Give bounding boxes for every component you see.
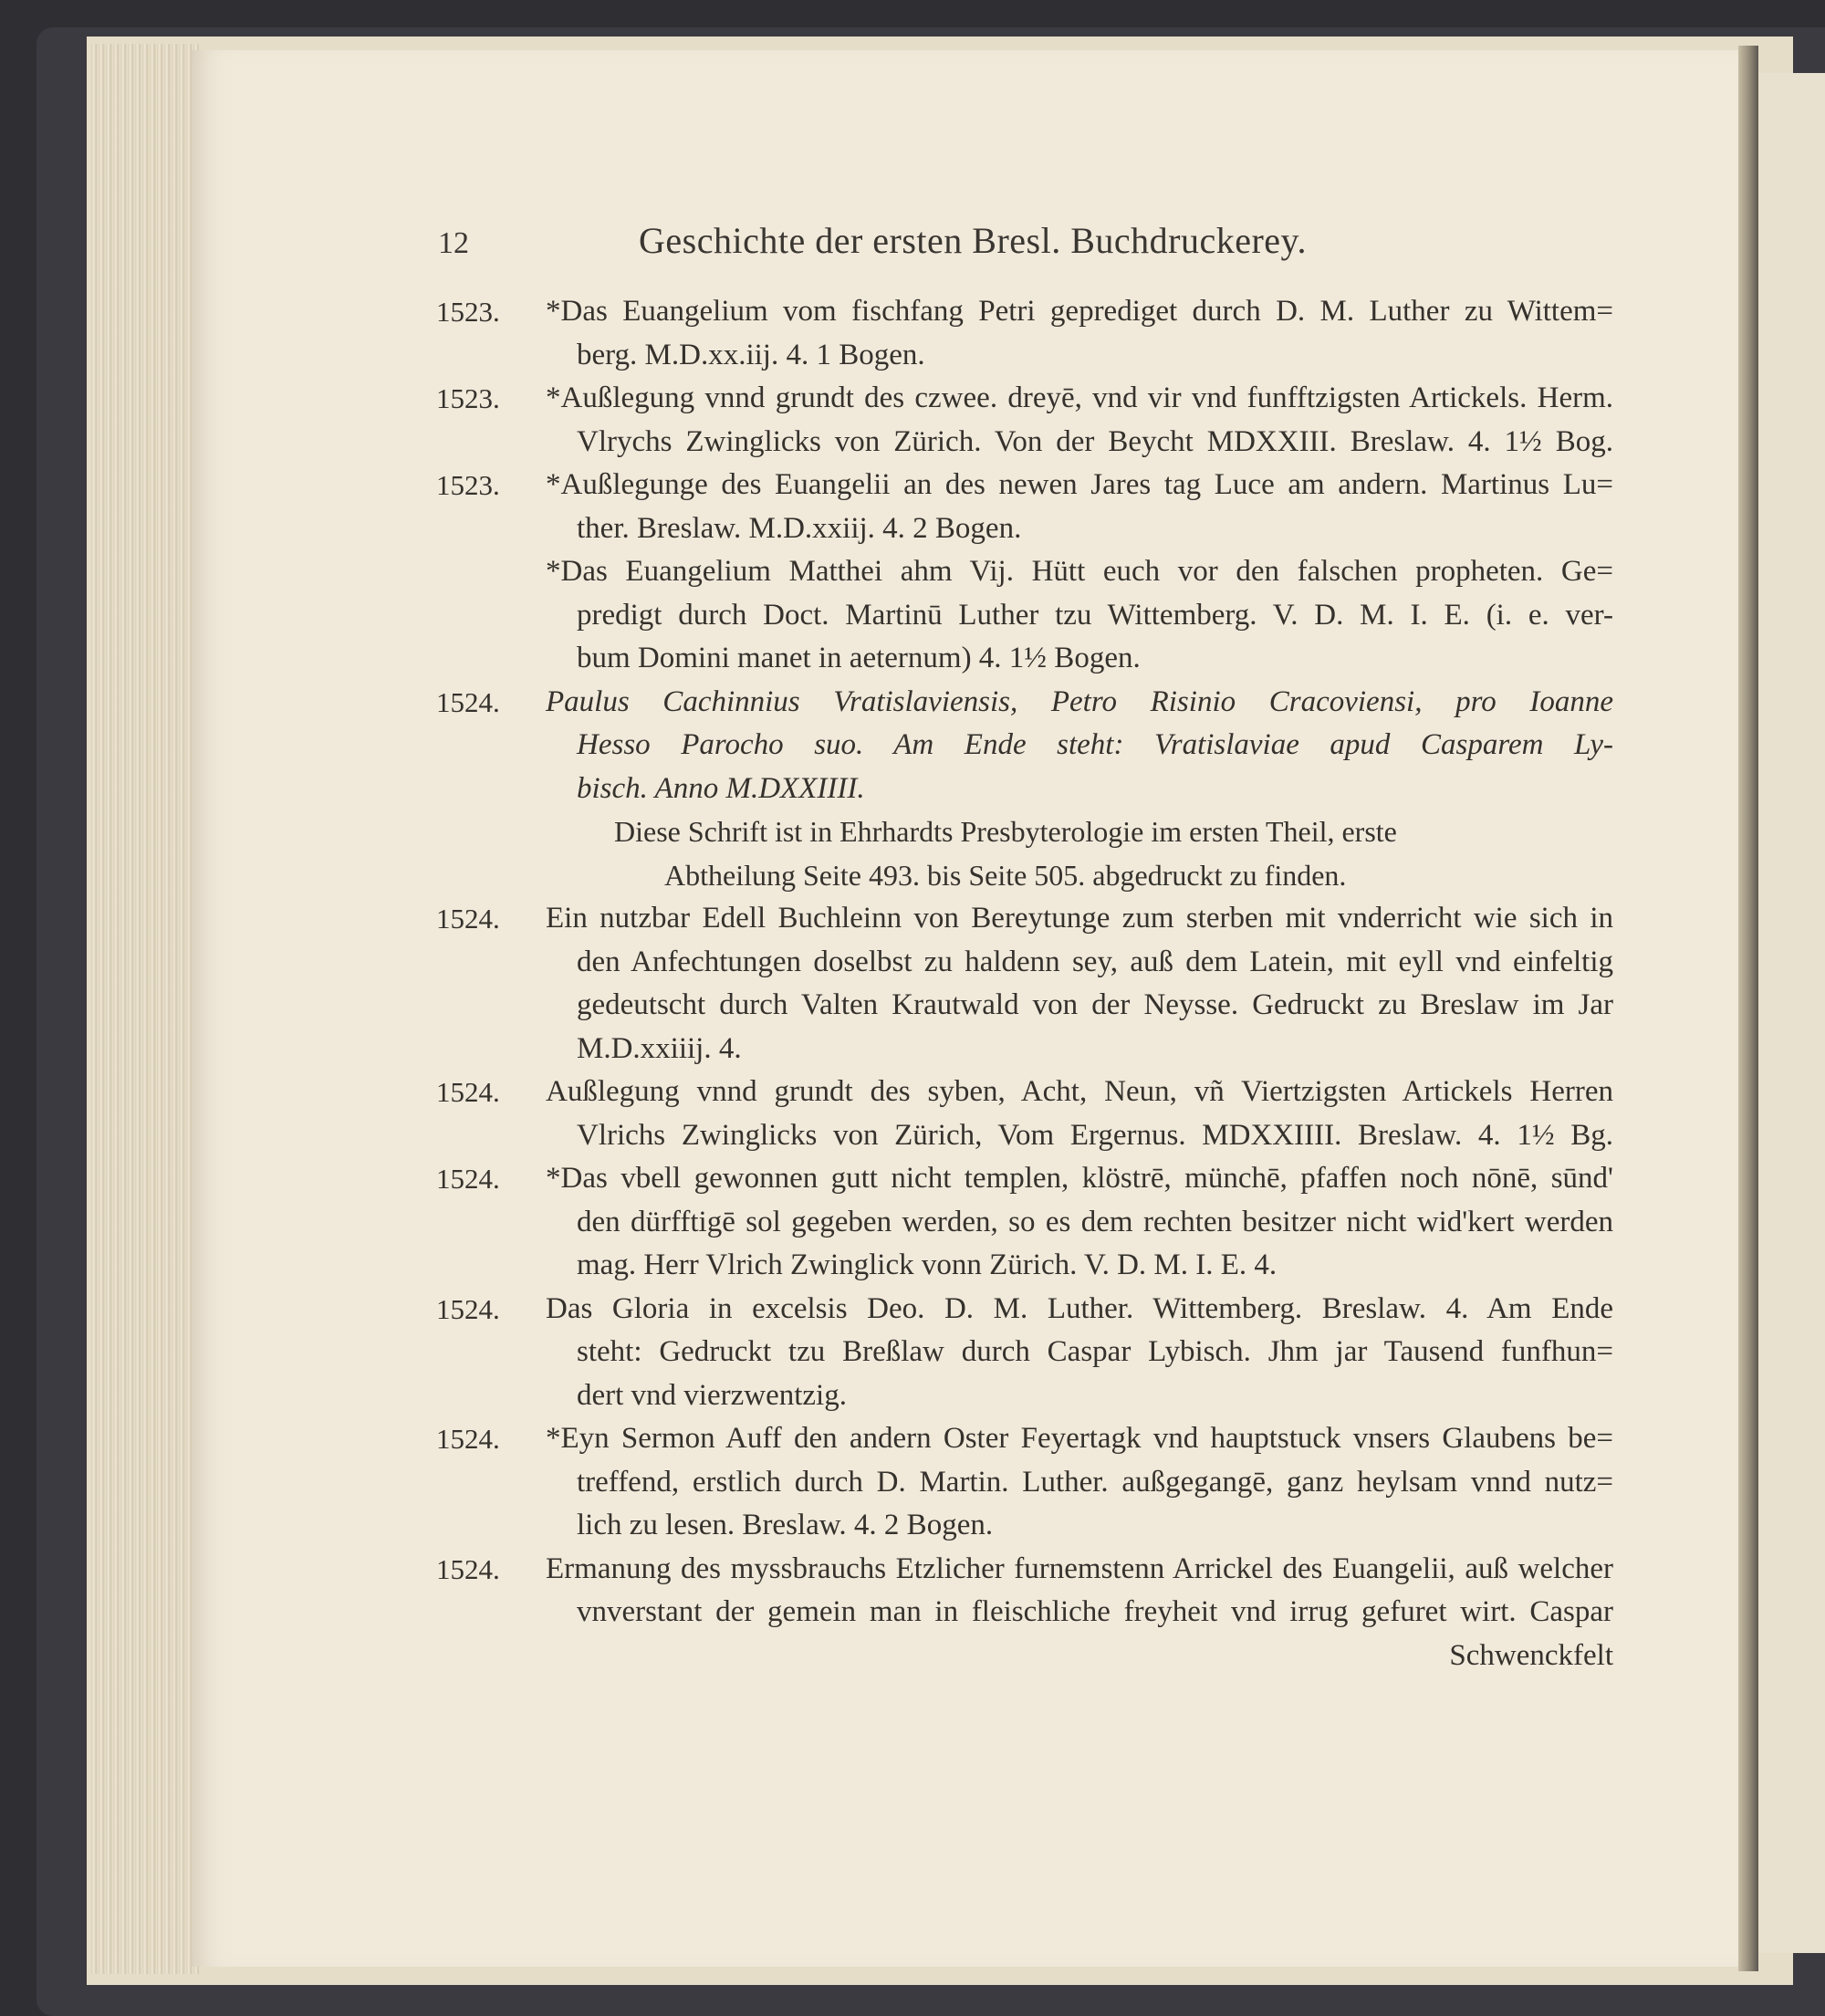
entry-line: Paulus Cachinnius Vratislaviensis, Petro Risinio Cracoviensi, pro Ioanne bbox=[546, 684, 1613, 718]
entry-line: Vlrichs Zwinglicks von Zürich, Vom Ergernus. MDXXIIII. Breslaw. 4. 1½ Bg. bbox=[577, 1118, 1613, 1152]
entry-line: predigt durch Doct. Martinū Luther tzu Wittemberg. V. D. M. I. E. (i. e. ver- bbox=[577, 598, 1613, 632]
entry-year: 1524. bbox=[436, 1076, 500, 1108]
entry-line: vnverstant der gemein man in fleischliche freyheit vnd irrug gefuret wirt. Caspar bbox=[577, 1595, 1613, 1628]
book-gutter bbox=[1738, 46, 1758, 1971]
entry-year: 1523. bbox=[436, 382, 500, 414]
entry-body bbox=[546, 1071, 1613, 1157]
entry-line: *Das Euangelium Matthei ahm Vij. Hütt euch vor den falschen propheten. Ge= bbox=[546, 555, 1613, 588]
entry bbox=[436, 681, 1613, 811]
entry-body bbox=[546, 464, 1613, 681]
entry-body bbox=[546, 1417, 1613, 1548]
entry-line: gedeutscht durch Valten Krautwald von der Neysse. Gedruckt zu Breslaw im Jar bbox=[577, 988, 1613, 1021]
entry bbox=[436, 464, 1613, 681]
bibliography-entries bbox=[436, 290, 1613, 1677]
entry-line: Das Gloria in excelsis Deo. D. M. Luther. Wittemberg. Breslaw. 4. Am Ende bbox=[546, 1291, 1613, 1325]
entry bbox=[436, 1548, 1613, 1678]
entry-line: M.D.xxiiij. 4. bbox=[577, 1031, 742, 1065]
entry-year: 1523. bbox=[436, 469, 500, 501]
entry-year: 1524. bbox=[436, 685, 500, 718]
entry-body bbox=[546, 290, 1613, 377]
entry-year: 1524. bbox=[436, 1163, 500, 1195]
entry-line: *Außlegung vnnd grundt des czwee. dreyē, vnd vir vnd funfftzigsten Artickels. Herm. bbox=[546, 381, 1613, 414]
entry-line: bisch. Anno M.DXXIIII. bbox=[577, 771, 865, 805]
entry-year: 1524. bbox=[436, 1292, 500, 1325]
entry bbox=[436, 1157, 1613, 1288]
entry-year: 1524. bbox=[436, 1423, 500, 1455]
entry bbox=[436, 377, 1613, 464]
entry-line: den dürfftigē sol gegeben werden, so es dem rechten besitzer nicht wid'kert werden bbox=[577, 1205, 1613, 1238]
note-line: Abtheilung Seite 493. bis Seite 505. abgedruckt zu finden. bbox=[664, 858, 1347, 892]
page-number: 12 bbox=[438, 226, 469, 260]
entry bbox=[436, 290, 1613, 377]
facing-page-edge bbox=[1758, 73, 1825, 1953]
entry-body bbox=[546, 681, 1613, 811]
entry-line: Ein nutzbar Edell Buchleinn von Bereytunge zum sterben mit vnderricht wie sich in bbox=[546, 902, 1613, 935]
entry-line: mag. Herr Vlrich Zwinglick vonn Zürich. V. D. M. I. E. 4. bbox=[577, 1248, 1278, 1281]
entry-body bbox=[546, 1548, 1613, 1678]
entry-note bbox=[436, 810, 1613, 897]
entry-line: den Anfechtungen doselbst zu haldenn sey, auß dem Latein, mit eyll vnd einfeltig bbox=[577, 945, 1613, 978]
entry-line: bum Domini manet in aeternum) 4. 1½ Bogen. bbox=[577, 642, 1141, 674]
entry-line: steht: Gedruckt tzu Breßlaw durch Caspar Lybisch. Jhm jar Tausend funfhun= bbox=[577, 1335, 1613, 1368]
entry-line: treffend, erstlich durch D. Martin. Luther. außgegangē, ganz heylsam vnnd nutz= bbox=[577, 1465, 1613, 1499]
catchword: Schwenckfelt bbox=[1449, 1638, 1613, 1672]
page-edges bbox=[91, 44, 199, 1974]
entry-body bbox=[546, 1288, 1613, 1418]
entry-line: Ermanung des myssbrauchs Etzlicher furnemstenn Arrickel des Euangelii, auß welcher bbox=[546, 1551, 1613, 1585]
entry-line: berg. M.D.xx.iij. 4. 1 Bogen. bbox=[577, 338, 925, 371]
page-title: Geschichte der ersten Bresl. Buchdruckerey. bbox=[639, 220, 1307, 261]
entry-line: lich zu lesen. Breslaw. 4. 2 Bogen. bbox=[577, 1509, 994, 1541]
entry-line: *Eyn Sermon Auff den andern Oster Feyertagk vnd hauptstuck vnsers Glaubens be= bbox=[546, 1422, 1613, 1455]
entry-body bbox=[546, 377, 1613, 464]
running-head bbox=[438, 219, 1624, 262]
entry-body bbox=[546, 1157, 1613, 1288]
entry-year: 1524. bbox=[436, 1552, 500, 1585]
entry-line: *Das vbell gewonnen gutt nicht templen, klöstrē, münchē, pfaffen noch nōnē, sūnd' bbox=[546, 1162, 1613, 1195]
entry bbox=[436, 1071, 1613, 1157]
entry-line: dert vnd vierzwentzig. bbox=[577, 1378, 847, 1412]
entry-year: 1523. bbox=[436, 296, 500, 328]
note-line: Diese Schrift ist in Ehrhardts Presbyterologie im ersten Theil, erste bbox=[614, 815, 1397, 848]
entry-line: Hesso Parocho suo. Am Ende steht: Vratislaviae apud Casparem Ly- bbox=[577, 728, 1613, 761]
entry-line: ther. Breslaw. M.D.xxiij. 4. 2 Bogen. bbox=[577, 511, 1022, 545]
entry-line: Vlrychs Zwinglicks von Zürich. Von der Beycht MDXXIII. Breslaw. 4. 1½ Bog. bbox=[577, 424, 1613, 458]
entry bbox=[436, 1417, 1613, 1548]
entry-line: *Außlegunge des Euangelii an des newen Jares tag Luce am andern. Martinus Lu= bbox=[546, 468, 1613, 501]
entry-line: Außlegung vnnd grundt des syben, Acht, Neun, vñ Viertzigsten Artickels Herren bbox=[546, 1075, 1613, 1108]
entry bbox=[436, 897, 1613, 1071]
entry-year: 1524. bbox=[436, 903, 500, 935]
entry bbox=[436, 1288, 1613, 1418]
entry-body bbox=[546, 897, 1613, 1071]
entry-line: *Das Euangelium vom fischfang Petri geprediget durch D. M. Luther zu Wittem= bbox=[546, 295, 1613, 328]
